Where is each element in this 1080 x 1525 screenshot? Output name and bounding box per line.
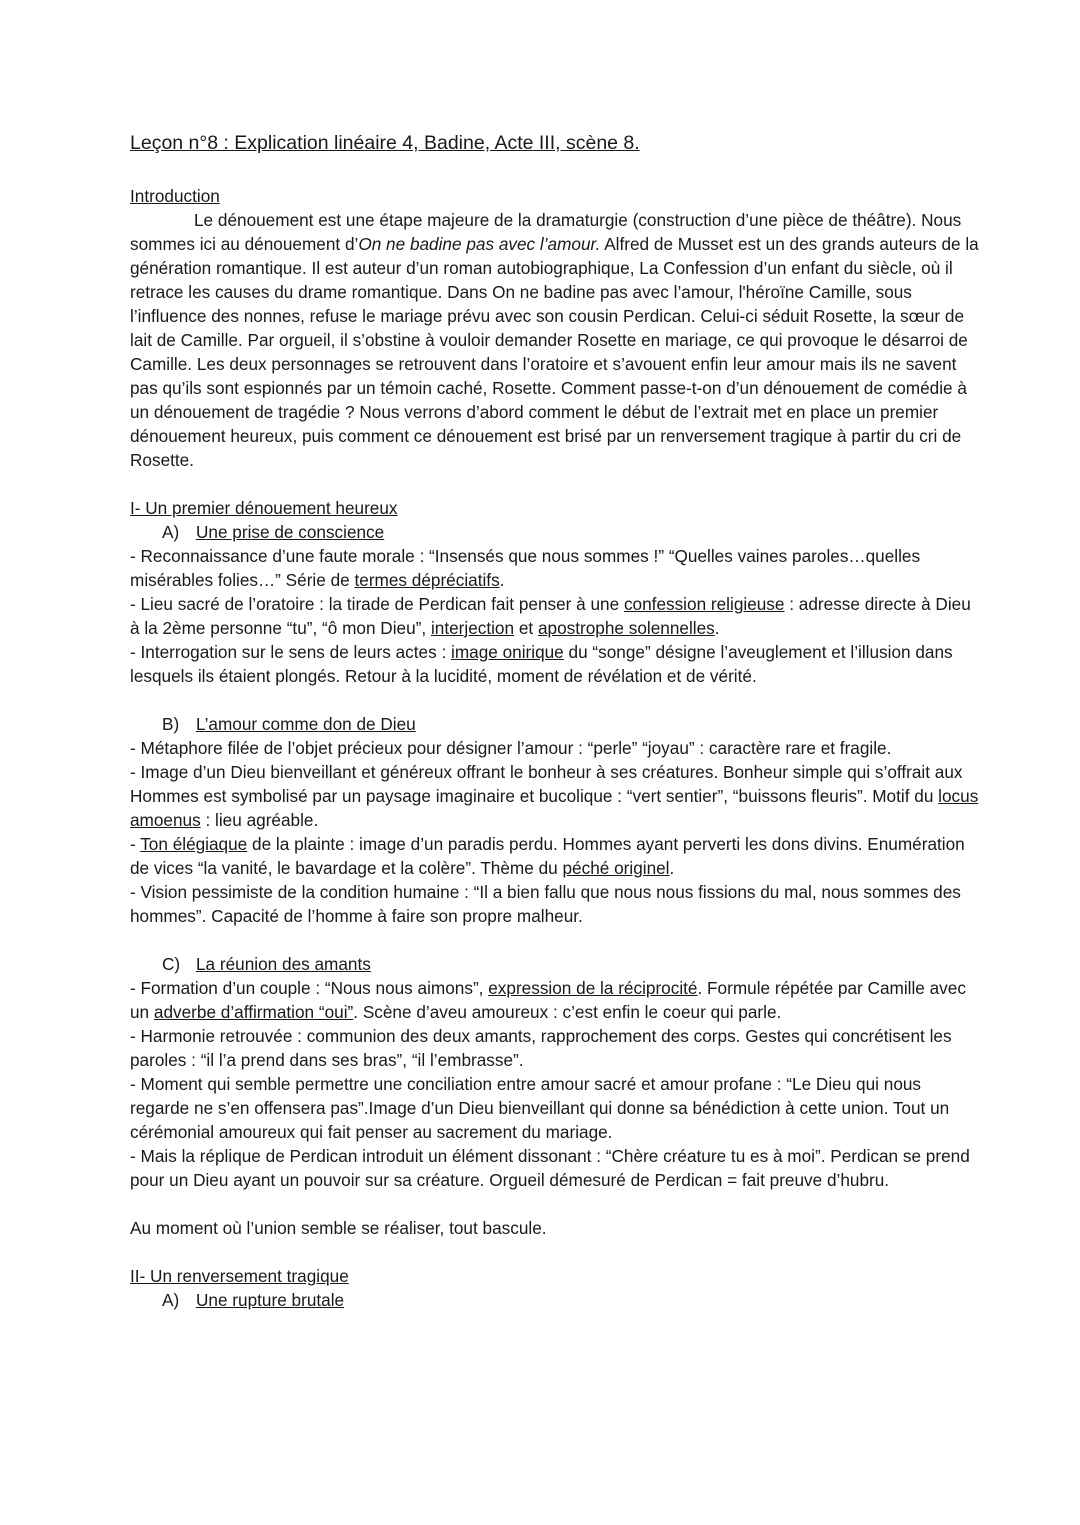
part1-b-label: B) [162, 714, 180, 734]
part1-a-bullet-3 [130, 640, 980, 688]
text: : lieu agréable. [200, 810, 319, 830]
text: - Image d’un Dieu bienveillant et généreux offrant le bonheur à ses créatures. Bonheur simple qui s’offrait aux Hommes est symbolisé par un paysage imaginaire et bucolique : “vert sentier”, “buissons fleuris”. Motif du [130, 762, 963, 806]
part1-c-heading [130, 952, 980, 976]
text: - Interrogation sur le sens de leurs actes : [130, 642, 451, 662]
underlined-term: image onirique [451, 642, 564, 662]
text: . Scène d’aveu amoureux : c’est enfin le coeur qui parle. [353, 1002, 782, 1022]
underlined-term: péché originel [562, 858, 670, 878]
part1-b-title: L’amour comme don de Dieu [196, 714, 416, 734]
text: - Lieu sacré de l’oratoire : la tirade de Perdican fait penser à une [130, 594, 624, 614]
underlined-term: confession religieuse [623, 594, 785, 614]
text: - Formation d’un couple : “Nous nous aimons”, [130, 978, 489, 998]
text: de la plainte : image d’un paradis perdu. Hommes ayant perverti les dons divins. Enumération de vices “la vanité, le bavardage et la colère”. Thème du [130, 834, 965, 878]
part1-c-bullet-1 [130, 976, 980, 1024]
part1-c-title: La réunion des amants [196, 954, 371, 974]
part1-c-bullet-4: - Mais la réplique de Perdican introduit un élément dissonant : “Chère créature tu es à moi”. Perdican se prend pour un Dieu ayant un pouvoir sur sa créature. Orgueil démesuré de Perdican = fait preuve d’hubru. [130, 1146, 970, 1190]
text: . [669, 858, 675, 878]
part1-b-bullet-1: - Métaphore filée de l’objet précieux pour désigner l’amour : “perle” “joyau” : caractère rare et fragile. [130, 738, 892, 758]
part1-a-title: Une prise de conscience [196, 522, 385, 542]
underlined-term: apostrophe solennelles [537, 618, 715, 638]
text: - Reconnaissance d’une faute morale : “Insensés que nous sommes !” “Quelles vaines paroles…quelles misérables folies…” Série de [130, 546, 921, 590]
text: . Formule répétée par Camille avec un [130, 978, 966, 1022]
part1-b-bullet-3 [130, 832, 980, 880]
introduction-heading: Introduction [130, 186, 220, 206]
underlined-term: locus amoenus [130, 786, 979, 830]
part1-c-bullet-2: - Harmonie retrouvée : communion des deux amants, rapprochement des corps. Gestes qui concrétisent les paroles : “il l’a prend dans ses bras”, “il l’embrasse”. [130, 1026, 952, 1070]
part1-b-heading [130, 712, 980, 736]
text: - [130, 834, 141, 854]
intro-text-1: Le dénouement est une étape majeure de la dramaturgie (construction d’une pièce de théâtre). Nous sommes ici au dénouement d’ [130, 210, 962, 254]
work-title: On ne badine pas avec l’amour. [358, 234, 601, 254]
part1-a-label: A) [162, 522, 180, 542]
part2-a-heading [130, 1288, 980, 1312]
part1-a-bullet-2 [130, 592, 980, 640]
part1-b-bullet-4: - Vision pessimiste de la condition humaine : “Il a bien fallu que nous nous fissions du mal, nous sommes des hommes”. Capacité de l’homme à faire son propre malheur. [130, 882, 961, 926]
underlined-term: termes dépréciatifs [354, 570, 500, 590]
part1-a-heading [130, 520, 980, 544]
part1-section [130, 496, 980, 1240]
part1-heading: I- Un premier dénouement heureux [130, 498, 398, 518]
part2-a-title: Une rupture brutale [196, 1290, 345, 1310]
part1-c-bullet-3: - Moment qui semble permettre une conciliation entre amour sacré et amour profane : “Le Dieu qui nous regarde ne s’en offensera pas”.Image d’un Dieu bienveillant qui donne sa bénédiction à cette union. Tout un cérémonial amoureux qui fait penser au sacrement du mariage. [130, 1074, 950, 1142]
part2-a-label: A) [162, 1290, 180, 1310]
introduction-section [130, 184, 980, 472]
text: . [714, 618, 720, 638]
text: du “songe” désigne l’aveuglement et l’illusion dans lesquels ils étaient plongés. Retour à la lucidité, moment de révélation et de vérité. [130, 642, 953, 686]
intro-text-2: Alfred de Musset est un des grands auteurs de la génération romantique. Il est auteur d’un roman autobiographique, La Confession d’un enfant du siècle, où il retrace les causes du drame romantique. Dans On ne badine pas avec l’amour, l'héroïne Camille, sous l’influence des nonnes, refuse le mariage prévu avec son cousin Perdican. Celui-ci séduit Rosette, la sœur de lait de Camille. Par orgueil, il s’obstine à vouloir demander Rosette en mariage, ce qui provoque le désarroi de Camille. Les deux personnages se retrouvent dans l’oratoire et s’avouent enfin leur amour mais ils ne savent pas qu’ils sont espionnés par un témoin caché, Rosette. Comment passe-t-on d’un dénouement de comédie à un dénouement de tragédie ? Nous verrons d’abord comment le début de l’extrait met en place un premier dénouement heureux, puis comment ce dénouement est brisé par un renversement tragique à partir du cri de Rosette. [130, 234, 979, 470]
introduction-paragraph [130, 208, 980, 472]
underlined-term: expression de la réciprocité [488, 978, 698, 998]
underlined-term: adverbe d’affirmation “oui” [153, 1002, 354, 1022]
part1-c-label: C) [162, 954, 181, 974]
transition-sentence: Au moment où l’union semble se réaliser, tout bascule. [130, 1218, 547, 1238]
part2-heading: II- Un renversement tragique [130, 1266, 349, 1286]
text: et [514, 618, 538, 638]
underlined-term: interjection [430, 618, 515, 638]
part2-section [130, 1264, 980, 1312]
page-title: Leçon n°8 : Explication linéaire 4, Badine, Acte III, scène 8. [130, 132, 640, 154]
part1-b-bullet-2 [130, 760, 980, 832]
underlined-term: Ton élégiaque [140, 834, 248, 854]
part1-a-bullet-1 [130, 544, 980, 592]
text: : adresse directe à Dieu à la 2ème personne “tu”, “ô mon Dieu”, [130, 594, 971, 638]
text: . [499, 570, 505, 590]
